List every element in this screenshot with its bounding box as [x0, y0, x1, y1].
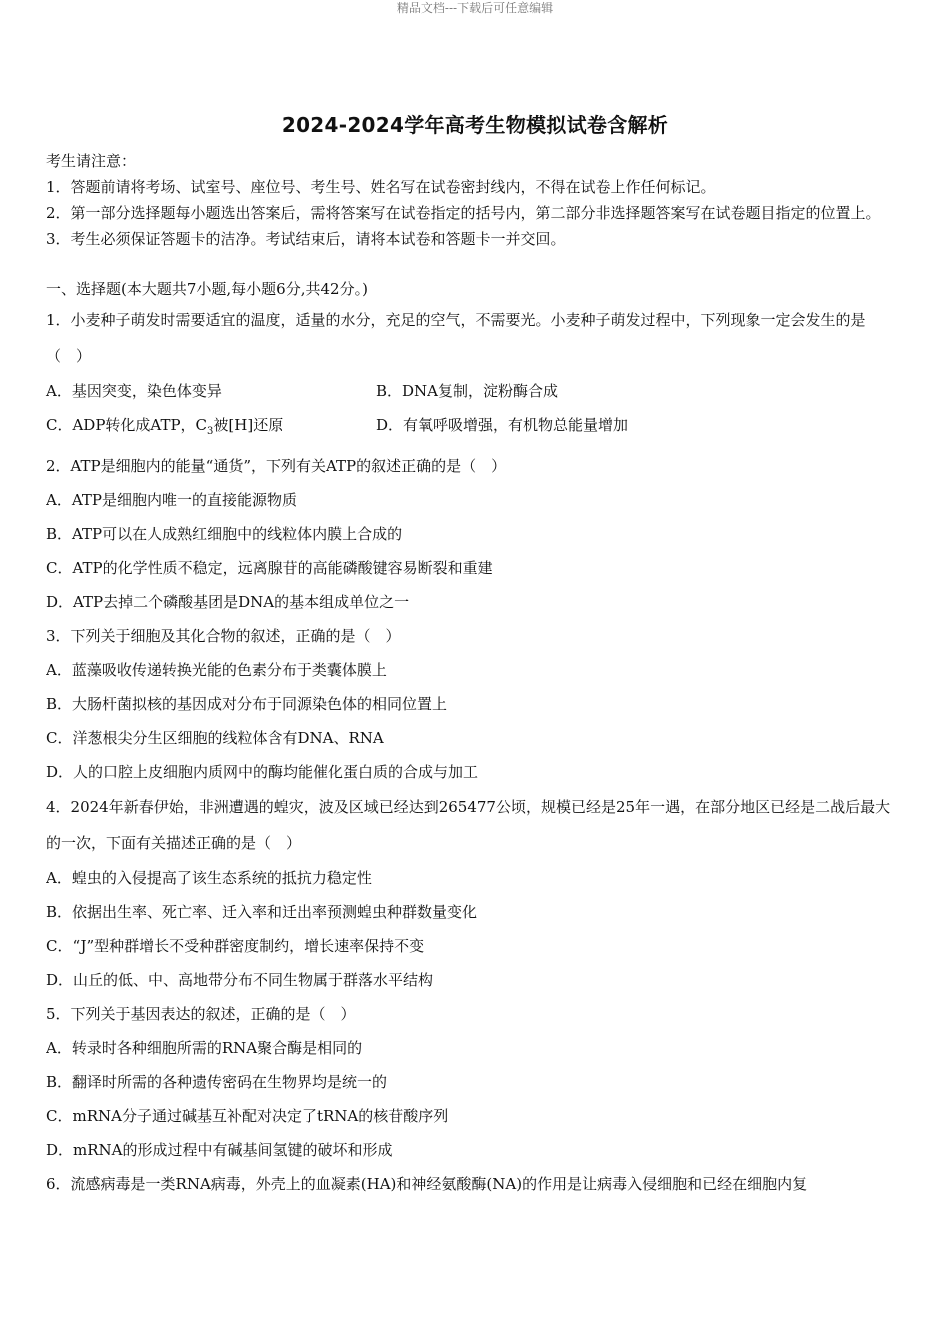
option-b: B．DNA复制，淀粉酶合成 [376, 382, 559, 400]
document-body [46, 148, 896, 1201]
question-stem: 2．ATP是细胞内的能量“通货”，下列有关ATP的叙述正确的是（ ） [46, 457, 507, 475]
page-title: 2024-2024学年高考生物模拟试卷含解析 [281, 113, 669, 137]
option-c-text: C．ADP转化成ATP，C [46, 416, 208, 434]
option-row [46, 408, 896, 449]
option-d: D．山丘的低、中、高地带分布不同生物属于群落水平结构 [46, 971, 434, 989]
page-watermark: 精品文档---下载后可任意编辑 [396, 1, 554, 15]
question-stem: 1．小麦种子萌发时需要适宜的温度，适量的水分，充足的空气，不需要光。小麦种子萌发过程中，下列现象一定会发生的是（ ） [46, 311, 866, 365]
option-a: A．转录时各种细胞所需的RNA聚合酶是相同的 [46, 1039, 363, 1057]
option-d: D．有氧呼吸增强，有机物总能量增加 [376, 416, 629, 434]
option-b: B．ATP可以在人成熟红细胞中的线粒体内膜上合成的 [46, 525, 403, 543]
question-stem: 3．下列关于细胞及其化合物的叙述，正确的是（ ） [46, 627, 401, 645]
option-c [46, 408, 376, 449]
option-b: B．大肠杆菌拟核的基因成对分布于同源染色体的相同位置上 [46, 695, 448, 713]
option-d: D．ATP去掉二个磷酸基团是DNA的基本组成单位之一 [46, 593, 410, 611]
option-c: C．洋葱根尖分生区细胞的线粒体含有DNA、RNA [46, 729, 384, 747]
option-c: C．mRNA分子通过碱基互补配对决定了tRNA的核苷酸序列 [46, 1107, 449, 1125]
notice-item: 2．第一部分选择题每小题选出答案后，需将答案写在试卷指定的括号内，第二部分非选择题答案写在试卷题目指定的位置上。 [46, 204, 881, 222]
option-a: A．基因突变，染色体变异 [46, 382, 222, 400]
option-a: A．蓝藻吸收传递转换光能的色素分布于类囊体膜上 [46, 661, 387, 679]
notice-item: 3．考生必须保证答题卡的洁净。考试结束后，请将本试卷和答题卡一并交回。 [46, 230, 566, 248]
question-stem: 6．流感病毒是一类RNA病毒，外壳上的血凝素(HA)和神经氨酸酶(NA)的作用是让病毒入侵细胞和已经在细胞内复 [46, 1175, 808, 1193]
option-d: D．人的口腔上皮细胞内质网中的酶均能催化蛋白质的合成与加工 [46, 763, 479, 781]
notice-heading: 考生请注意： [46, 152, 137, 170]
option-a: A．蝗虫的入侵提高了该生态系统的抵抗力稳定性 [46, 869, 372, 887]
option-a: A．ATP是细胞内唯一的直接能源物质 [46, 491, 297, 509]
option-c: C．ATP的化学性质不稳定，远离腺苷的高能磷酸键容易断裂和重建 [46, 559, 493, 577]
option-row [46, 374, 896, 408]
notice-item: 1．答题前请将考场、试室号、座位号、考生号、姓名写在试卷密封线内，不得在试卷上作任何标记。 [46, 178, 716, 196]
option-c-subscript: 3 [207, 426, 214, 437]
section-heading: 一、选择题(本大题共7小题,每小题6分,共42分。) [46, 280, 368, 298]
option-d: D．mRNA的形成过程中有碱基间氢键的破坏和形成 [46, 1141, 393, 1159]
option-c-tail: 被[H]还原 [213, 416, 284, 434]
question-stem: 4．2024年新春伊始，非洲遭遇的蝗灾，波及区域已经达到265477公顷，规模已经是25年一遇，在部分地区已经是二战后最大的一次，下面有关描述正确的是（ ） [46, 798, 891, 852]
option-c: C．“J”型种群增长不受种群密度制约，增长速率保持不变 [46, 937, 425, 955]
question-stem: 5．下列关于基因表达的叙述，正确的是（ ） [46, 1005, 356, 1023]
option-b: B．依据出生率、死亡率、迁入率和迁出率预测蝗虫种群数量变化 [46, 903, 478, 921]
option-b: B．翻译时所需的各种遗传密码在生物界均是统一的 [46, 1073, 388, 1091]
